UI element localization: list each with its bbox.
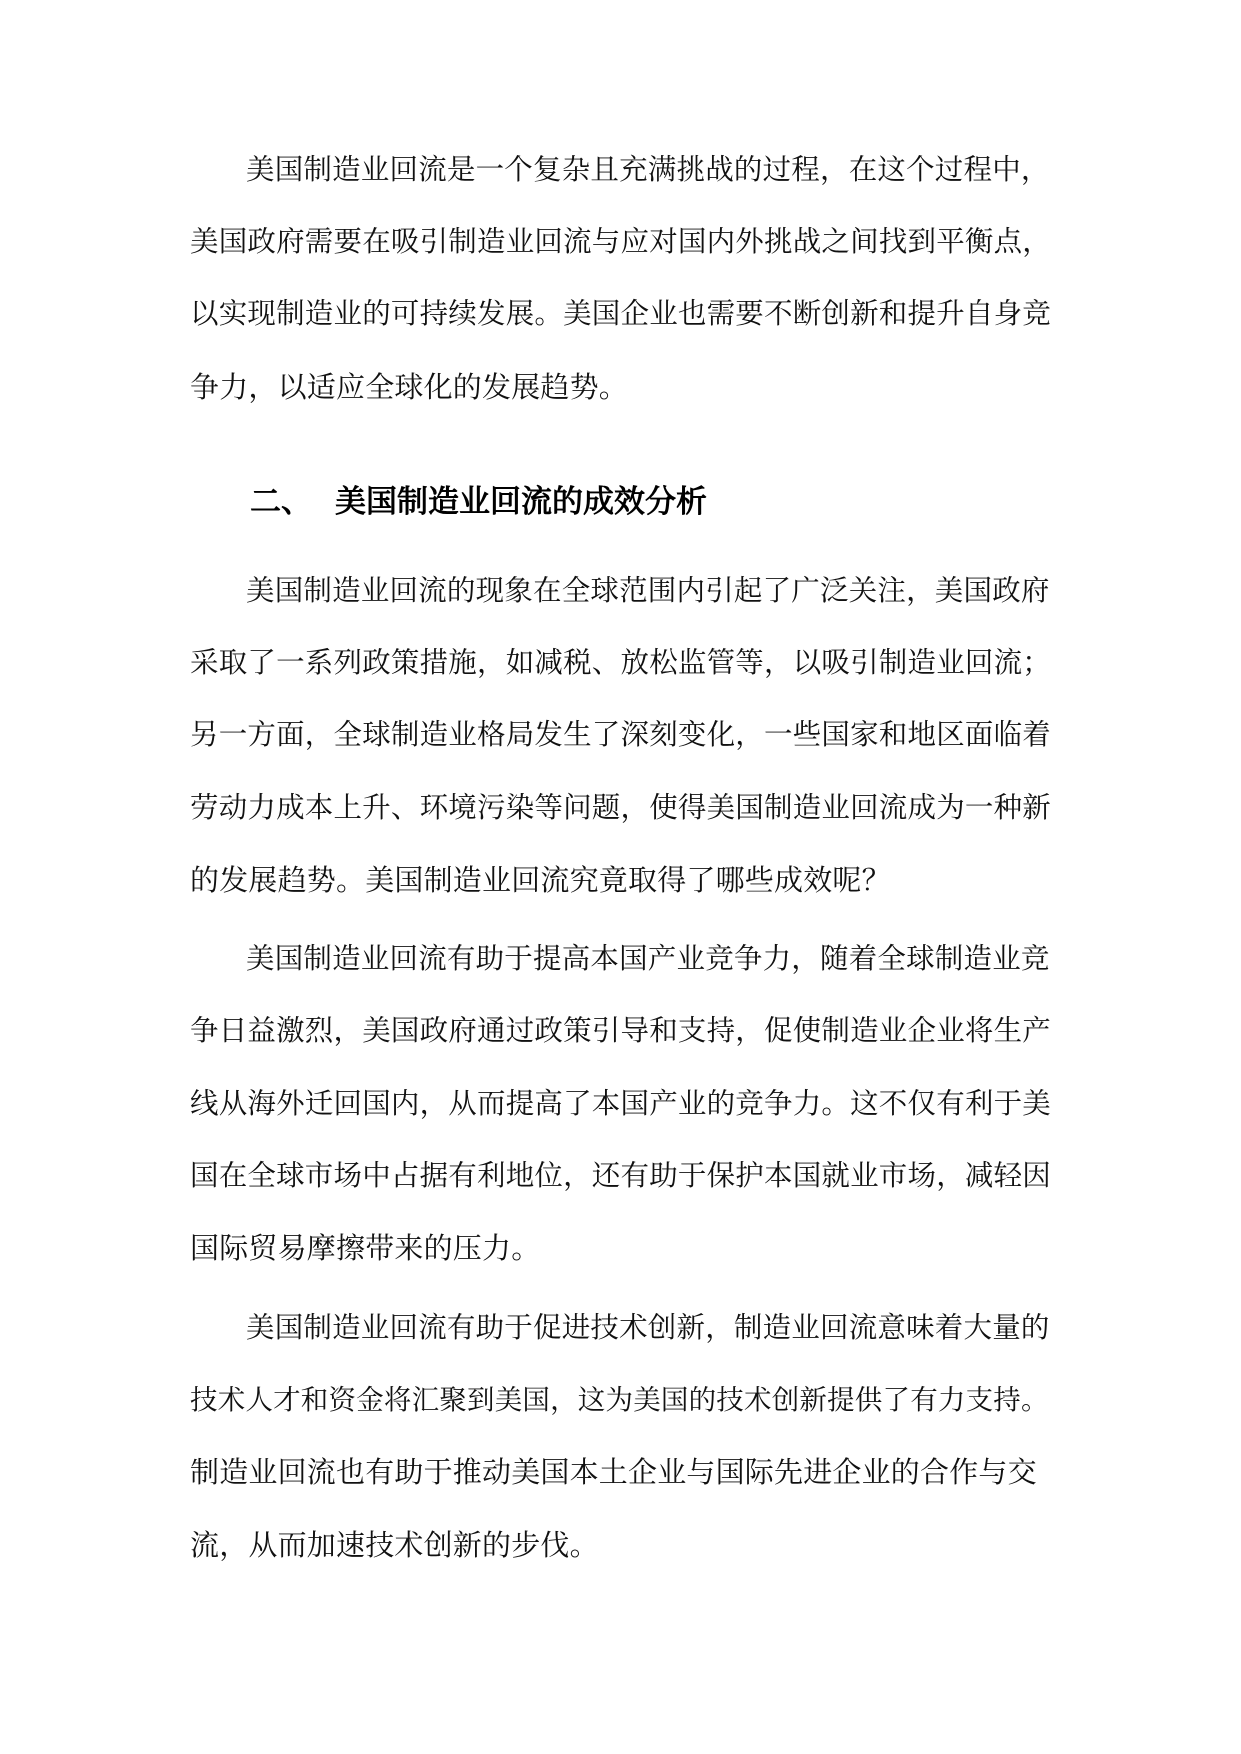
paragraph-2-line-2: 采取了一系列政策措施，如减税、放松监管等，以吸引制造业回流；	[190, 646, 1052, 679]
paragraph-4-line-1: 美国制造业回流有助于促进技术创新，制造业回流意味着大量的	[246, 1311, 1050, 1344]
paragraph-1-line-1: 美国制造业回流是一个复杂且充满挑战的过程，在这个过程中，	[246, 153, 1050, 186]
paragraph-2-line-1: 美国制造业回流的现象在全球范围内引起了广泛关注，美国政府	[246, 574, 1050, 607]
paragraph-3-line-2: 争日益激烈，美国政府通过政策引导和支持，促使制造业企业将生产	[190, 1014, 1052, 1047]
paragraph-3-line-5: 国际贸易摩擦带来的压力。	[190, 1231, 541, 1265]
paragraph-4-line-4: 流，从而加速技术创新的步伐。	[190, 1528, 599, 1562]
paragraph-2-line-4: 劳动力成本上升、环境污染等问题，使得美国制造业回流成为一种新	[190, 791, 1052, 824]
section-title: 美国制造业回流的成效分析	[335, 484, 707, 520]
paragraph-3-line-3: 线从海外迁回国内，从而提高了本国产业的竞争力。这不仅有利于美	[190, 1087, 1052, 1120]
paragraph-3-line-4: 国在全球市场中占据有利地位，还有助于保护本国就业市场，减轻因	[190, 1159, 1052, 1192]
paragraph-1-line-2: 美国政府需要在吸引制造业回流与应对国内外挑战之间找到平衡点，	[190, 225, 1052, 258]
paragraph-4-line-3: 制造业回流也有助于推动美国本土企业与国际先进企业的合作与交	[190, 1455, 1037, 1489]
paragraph-1-line-3: 以实现制造业的可持续发展。美国企业也需要不断创新和提升自身竞	[190, 297, 1052, 330]
section-number: 二、	[250, 484, 312, 520]
paragraph-4-line-2: 技术人才和资金将汇聚到美国，这为美国的技术创新提供了有力支持。	[190, 1384, 1049, 1416]
section-heading	[250, 481, 707, 523]
paragraph-3-line-1: 美国制造业回流有助于提高本国产业竞争力，随着全球制造业竞	[246, 942, 1050, 975]
paragraph-1-line-4: 争力，以适应全球化的发展趋势。	[190, 370, 629, 404]
paragraph-2-line-5: 的发展趋势。美国制造业回流究竟取得了哪些成效呢？	[190, 863, 891, 897]
paragraph-2-line-3: 另一方面，全球制造业格局发生了深刻变化，一些国家和地区面临着	[190, 718, 1052, 751]
